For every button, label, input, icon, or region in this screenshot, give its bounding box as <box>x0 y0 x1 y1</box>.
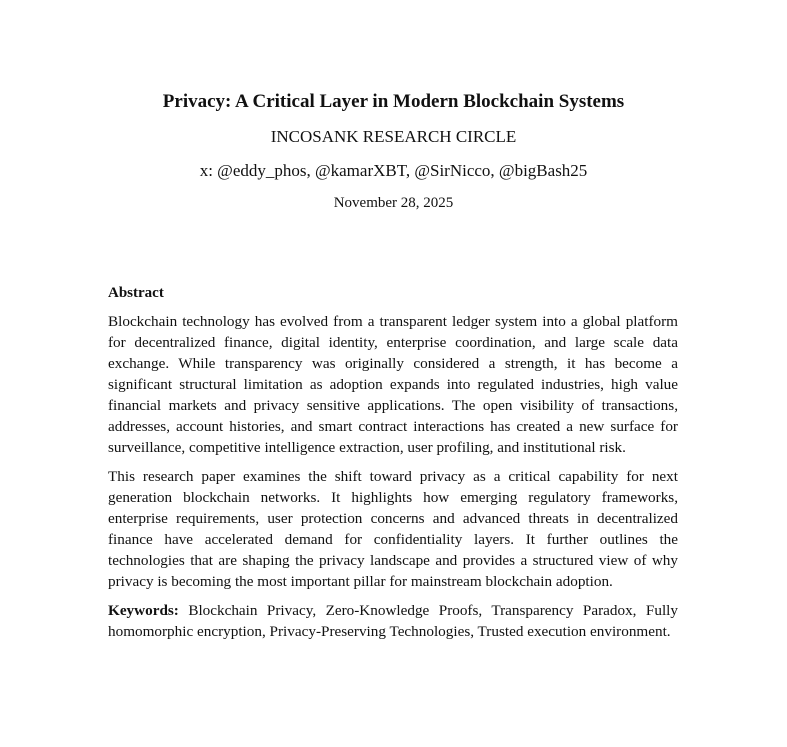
abstract-heading: Abstract <box>108 285 164 301</box>
paper-date: November 28, 2025 <box>333 195 454 211</box>
keywords-text: Blockchain Privacy, Zero-Knowledge Proofs, Transparency Paradox, Fully homomorphic encryption, Privacy-Preserving Technologies, Trusted execution environment. <box>108 602 678 640</box>
abstract-paragraph-2: This research paper examines the shift toward privacy as a critical capability for next generation blockchain networks. It highlights how emerging regulatory frameworks, enterprise requirements, user protection concerns and advanced threats in decentralized finance have accelerated demand for confidentiality layers. It further outlines the technologies that are shaping the privacy landscape and provides a structured view of why privacy is becoming the most important pillar for mainstream blockchain adoption. <box>108 468 678 590</box>
paper-organization: INCOSANK RESEARCH CIRCLE <box>270 127 517 146</box>
abstract-paragraph-1: Blockchain technology has evolved from a transparent ledger system into a global platform for decentralized finance, digital identity, enterprise coordination, and large scale data exchange. While transparency was originally considered a strength, it has become a significant structural limitation as adoption expands into regulated industries, high value financial markets and privacy sensitive applications. The open visibility of transactions, addresses, account histories, and smart contract interactions has created a new surface for surveillance, competitive intelligence extraction, user profiling, and institutional risk. <box>108 313 678 456</box>
abstract-section <box>108 283 678 650</box>
keywords-paragraph <box>108 600 678 642</box>
paper-title: Privacy: A Critical Layer in Modern Blockchain Systems <box>162 91 625 112</box>
paper-authors: x: @eddy_phos, @kamarXBT, @SirNicco, @bigBash25 <box>199 161 588 180</box>
keywords-label: Keywords: <box>108 602 179 619</box>
